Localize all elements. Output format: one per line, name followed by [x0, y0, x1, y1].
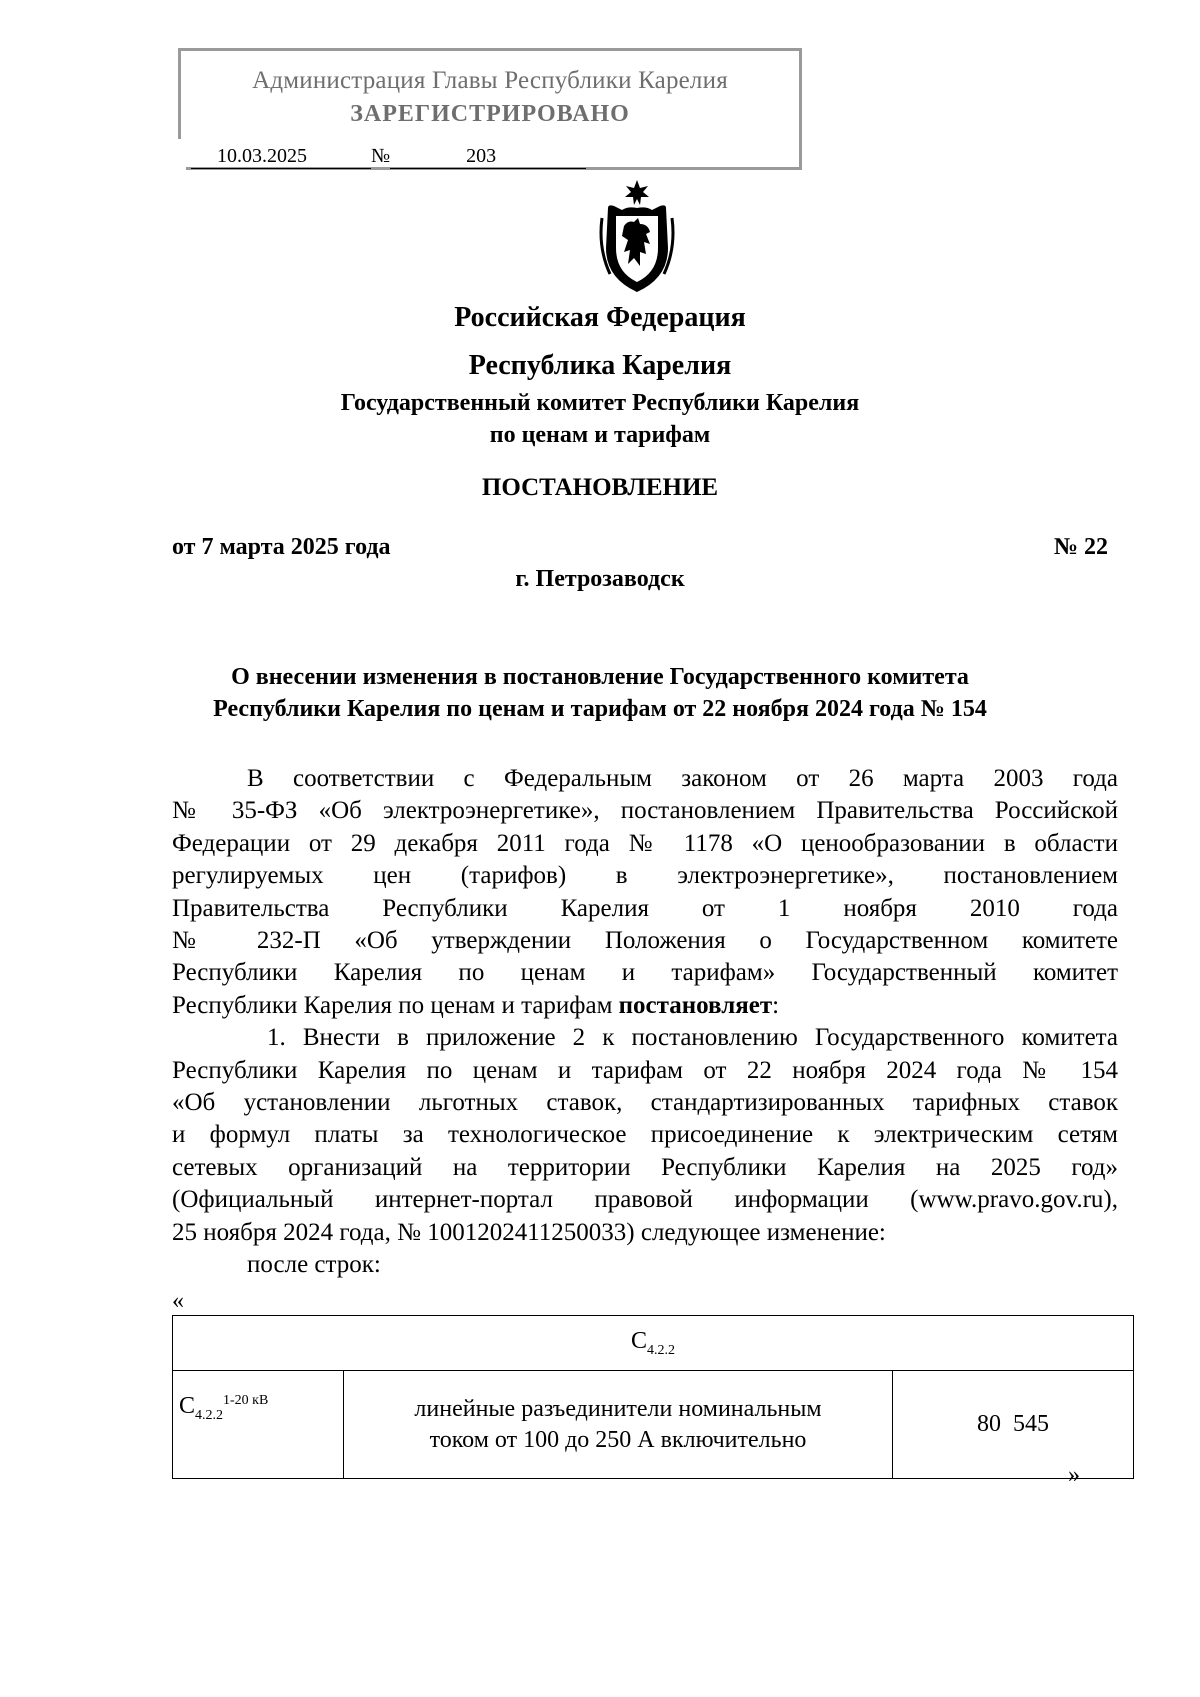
committee-name-line2: по ценам и тарифам: [489, 422, 711, 448]
body-line: В соответствии с Федеральным законом от 26 марта 2003 года: [247, 765, 1118, 792]
stamp-border-gap: [178, 139, 186, 179]
document-date: от 7 марта 2025 года: [172, 534, 391, 560]
body-line: Федерации от 29 декабря 2011 года № 1178 «О ценообразовании в области: [172, 829, 1118, 857]
rate-description-cell: [344, 1371, 893, 1479]
body-line: (Официальный интернет-портал правовой информации (www.pravo.gov.ru),: [172, 1186, 1118, 1214]
stamp-registered: ЗАРЕГИСТРИРОВАНО: [350, 101, 630, 127]
body-line: № 35-ФЗ «Об электроэнергетике», постановлением Правительства Российской: [172, 797, 1118, 825]
table-row: [173, 1316, 1134, 1371]
registration-stamp: [178, 48, 802, 170]
stamp-number-label: №: [371, 145, 391, 167]
body-line: сетевых организаций на территории Республики Карелия на 2025 год»: [172, 1153, 1118, 1181]
table-header-cell: [173, 1316, 1134, 1371]
body-line: регулируемых цен (тарифов) в электроэнергетике», постановлением: [172, 862, 1118, 890]
body-text: [172, 763, 1118, 1282]
rate-value-cell: 80 545: [893, 1371, 1134, 1479]
body-line: и формул платы за технологическое присоединение к электрическим сетям: [172, 1121, 1118, 1149]
quote-open: «: [172, 1288, 184, 1314]
subject-line1: О внесении изменения в постановление Государственного комитета: [231, 664, 969, 690]
rate-description-line1: линейные разъединители номинальным: [414, 1395, 822, 1422]
rate-code: С: [179, 1393, 196, 1419]
body-line: № 232-П «Об утверждении Положения о Государственном комитете: [172, 927, 1118, 955]
subject-line2: Республики Карелия по ценам и тарифам от 22 ноября 2024 года № 154: [213, 696, 987, 722]
body-line: 1. Внести в приложение 2 к постановлению Государственного комитета: [267, 1024, 1118, 1052]
stamp-number: 203: [390, 145, 586, 169]
document-number: № 22: [1053, 534, 1108, 560]
body-line: Республики Карелия по ценам и тарифам» Государственный комитет: [172, 959, 1118, 987]
coat-of-arms-icon: [594, 178, 680, 296]
body-text-colon: :: [772, 991, 780, 1019]
body-line: после строк:: [247, 1251, 381, 1279]
rate-code-cell: [173, 1371, 344, 1479]
body-line: Правительства Республики Карелия от 1 ноября 2010 года: [172, 894, 1118, 922]
quote-close: »: [1068, 1462, 1080, 1488]
stamp-date-line: [191, 145, 586, 169]
header-code: С: [630, 1327, 647, 1354]
header-code-sub: 4.2.2: [647, 1342, 675, 1358]
rate-code-sup: 1-20 кВ: [223, 1393, 269, 1408]
document-type: ПОСТАНОВЛЕНИЕ: [481, 474, 719, 501]
body-text-fragment: Республики Карелия по ценам и тарифам: [172, 991, 619, 1019]
rate-code-sub: 4.2.2: [195, 1407, 224, 1423]
republic-name: Республика Карелия: [468, 350, 732, 381]
stamp-date: 10.03.2025: [191, 145, 371, 169]
body-line-last: [172, 990, 1118, 1022]
document-city: г. Петрозаводск: [515, 566, 685, 592]
table-row: [173, 1371, 1134, 1479]
committee-name-line1: Государственный комитет Республики Карелия: [340, 390, 860, 416]
tariff-table: [172, 1315, 1134, 1479]
resolves-word: постановляет: [618, 991, 773, 1019]
rate-description-line2: током от 100 до 250 А включительно: [429, 1426, 807, 1453]
country-name: Российская Федерация: [454, 302, 746, 333]
body-line: Республики Карелия по ценам и тарифам от 22 ноября 2024 года № 154: [172, 1056, 1118, 1084]
body-line: 25 ноября 2024 года, № 1001202411250033) следующее изменение:: [172, 1218, 886, 1246]
stamp-authority: Администрация Главы Республики Карелия: [252, 67, 728, 94]
body-line: «Об установлении льготных ставок, стандартизированных тарифных ставок: [172, 1089, 1118, 1117]
